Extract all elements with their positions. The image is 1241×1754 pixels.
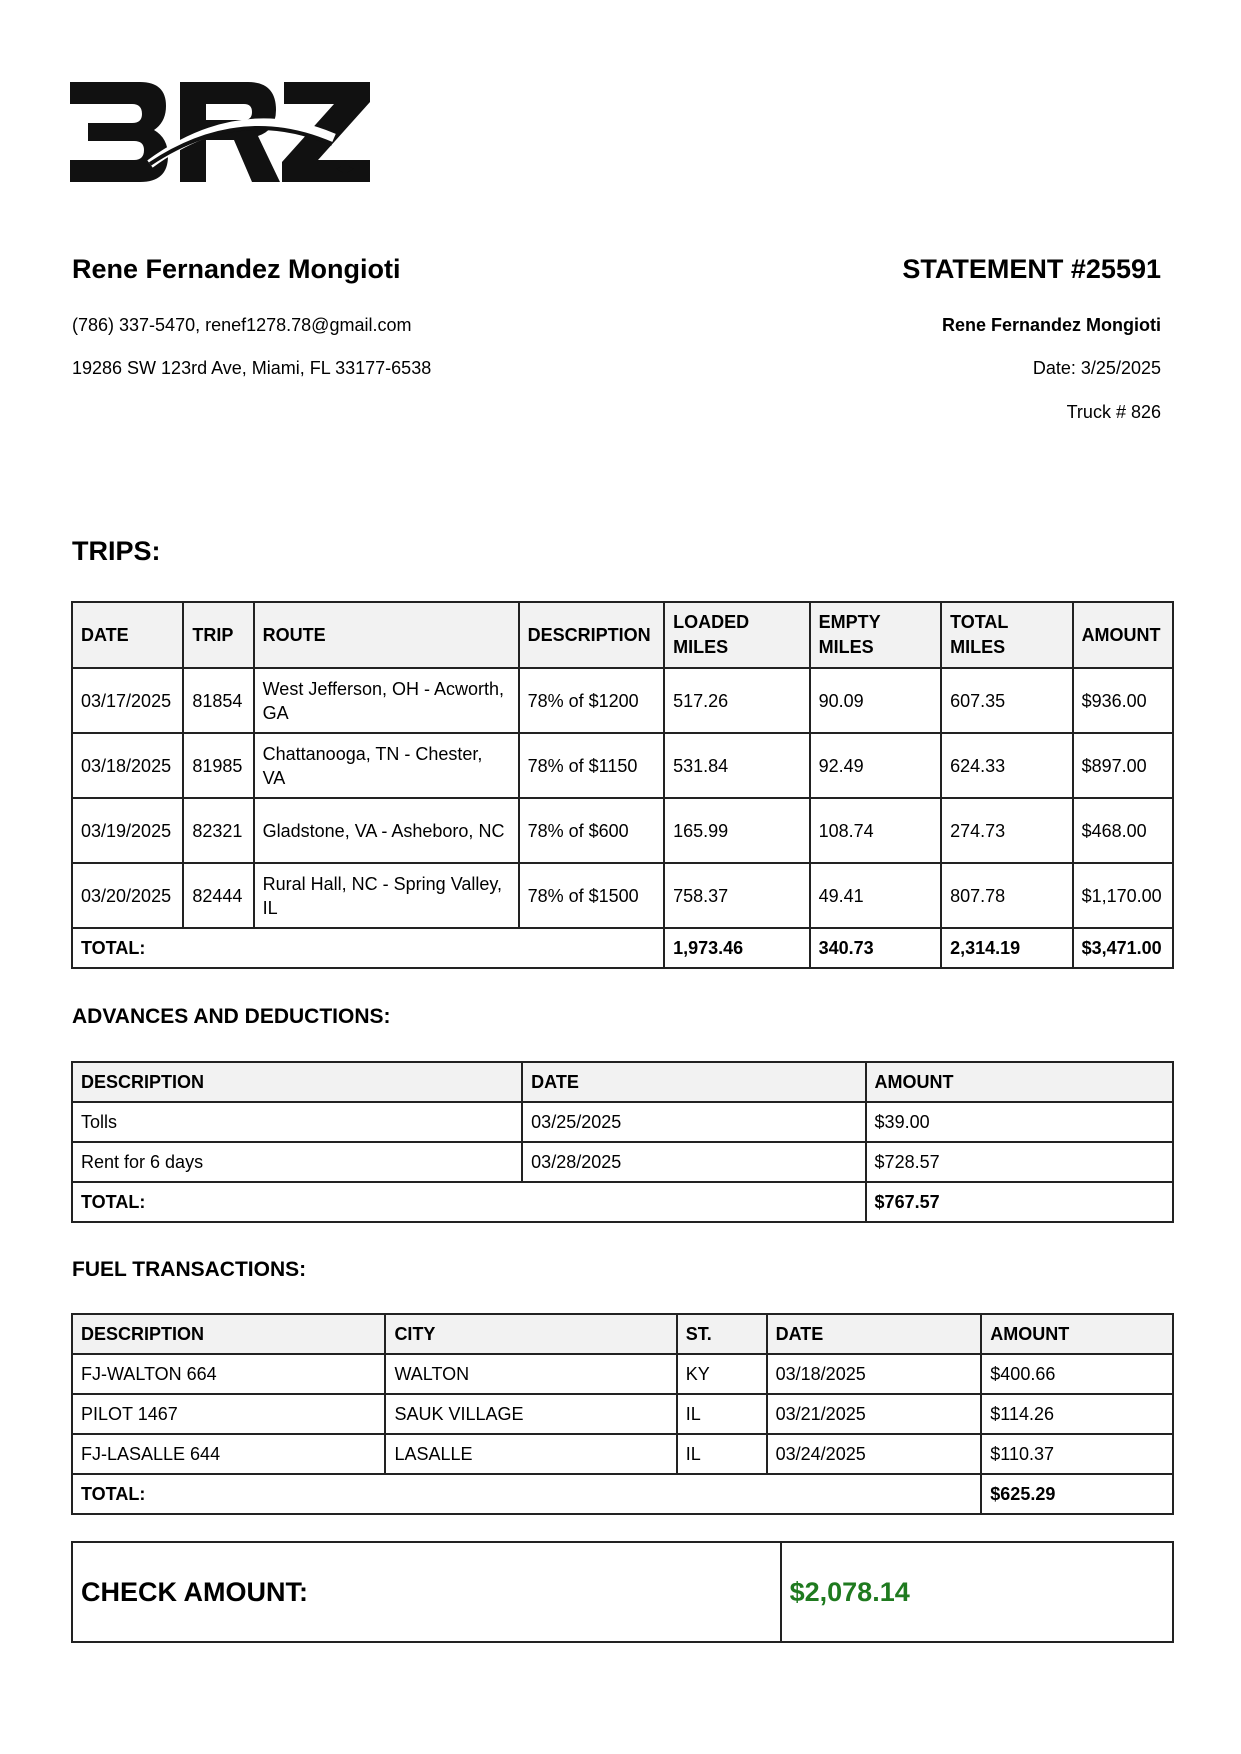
cell-amount: $468.00 [1073, 798, 1173, 863]
cell-total-miles: 274.73 [941, 798, 1072, 863]
cell-empty-miles: 108.74 [810, 798, 941, 863]
company-logo [70, 78, 380, 198]
cell-loaded-miles: 758.37 [664, 863, 810, 928]
cell-date: 03/17/2025 [72, 668, 183, 733]
cell-state: IL [677, 1394, 767, 1434]
fuel-table [71, 1313, 1174, 1515]
cell-description: Rent for 6 days [72, 1142, 522, 1182]
col-description: DESCRIPTION [519, 602, 665, 668]
fuel-header-row [72, 1314, 1173, 1354]
statement-date: Date: 3/25/2025 [1032, 358, 1161, 378]
trips-total-amount: $3,471.00 [1073, 928, 1173, 968]
trips-total-total-miles: 2,314.19 [941, 928, 1072, 968]
col-trip: TRIP [183, 602, 253, 668]
advances-total-row [72, 1182, 1173, 1222]
col-amount: AMOUNT [981, 1314, 1173, 1354]
trips-title: TRIPS: [72, 536, 161, 566]
trips-total-label: TOTAL: [72, 928, 664, 968]
trips-total-row [72, 928, 1173, 968]
check-amount-row [72, 1542, 1173, 1642]
col-empty-miles: EMPTY MILES [810, 602, 941, 668]
driver-address: 19286 SW 123rd Ave, Miami, FL 33177-6538 [72, 358, 432, 378]
cell-trip: 81854 [183, 668, 253, 733]
cell-description: PILOT 1467 [72, 1394, 385, 1434]
trips-header-row [72, 602, 1173, 668]
check-amount-table [71, 1541, 1174, 1643]
col-amount: AMOUNT [1073, 602, 1173, 668]
cell-total-miles: 624.33 [941, 733, 1072, 798]
cell-amount: $728.57 [866, 1142, 1173, 1182]
table-row [72, 668, 1173, 733]
driver-info [72, 253, 672, 378]
cell-date: 03/20/2025 [72, 863, 183, 928]
cell-date: 03/18/2025 [767, 1354, 982, 1394]
advances-header-row [72, 1062, 1173, 1102]
cell-description: 78% of $600 [519, 798, 665, 863]
col-description: DESCRIPTION [72, 1314, 385, 1354]
fuel-total-row [72, 1474, 1173, 1514]
trips-total-loaded-miles: 1,973.46 [664, 928, 810, 968]
col-state: ST. [677, 1314, 767, 1354]
cell-loaded-miles: 517.26 [664, 668, 810, 733]
cell-route: West Jefferson, OH - Acworth, GA [254, 668, 519, 733]
fuel-title: FUEL TRANSACTIONS: [72, 1258, 307, 1281]
statement-info [601, 253, 1161, 422]
col-loaded-miles: LOADED MILES [664, 602, 810, 668]
cell-amount: $400.66 [981, 1354, 1173, 1394]
cell-city: WALTON [385, 1354, 676, 1394]
cell-date: 03/25/2025 [522, 1102, 865, 1142]
fuel-total-amount: $625.29 [981, 1474, 1173, 1514]
table-row [72, 733, 1173, 798]
driver-name: Rene Fernandez Mongioti [72, 254, 401, 284]
cell-date: 03/18/2025 [72, 733, 183, 798]
cell-amount: $39.00 [866, 1102, 1173, 1142]
advances-total-label: TOTAL: [72, 1182, 866, 1222]
cell-trip: 81985 [183, 733, 253, 798]
col-date: DATE [522, 1062, 865, 1102]
cell-state: KY [677, 1354, 767, 1394]
col-route: ROUTE [254, 602, 519, 668]
cell-description: Tolls [72, 1102, 522, 1142]
trips-table [71, 601, 1174, 969]
table-row [72, 1394, 1173, 1434]
advances-table [71, 1061, 1174, 1223]
col-date: DATE [767, 1314, 982, 1354]
truck-number: Truck # 826 [1066, 402, 1161, 422]
statement-name: Rene Fernandez Mongioti [941, 315, 1161, 335]
col-amount: AMOUNT [866, 1062, 1173, 1102]
fuel-total-label: TOTAL: [72, 1474, 981, 1514]
cell-amount: $110.37 [981, 1434, 1173, 1474]
cell-date: 03/28/2025 [522, 1142, 865, 1182]
cell-route: Chattanooga, TN - Chester, VA [254, 733, 519, 798]
cell-amount: $1,170.00 [1073, 863, 1173, 928]
cell-loaded-miles: 531.84 [664, 733, 810, 798]
cell-description: 78% of $1150 [519, 733, 665, 798]
cell-empty-miles: 92.49 [810, 733, 941, 798]
driver-contact: (786) 337-5470, renef1278.78@gmail.com [72, 315, 412, 335]
cell-description: 78% of $1500 [519, 863, 665, 928]
check-amount-value: $2,078.14 [781, 1542, 1173, 1642]
col-description: DESCRIPTION [72, 1062, 522, 1102]
cell-amount: $114.26 [981, 1394, 1173, 1434]
table-row [72, 798, 1173, 863]
cell-state: IL [677, 1434, 767, 1474]
cell-date: 03/19/2025 [72, 798, 183, 863]
cell-empty-miles: 90.09 [810, 668, 941, 733]
table-row [72, 1142, 1173, 1182]
cell-city: SAUK VILLAGE [385, 1394, 676, 1434]
cell-total-miles: 807.78 [941, 863, 1072, 928]
table-row [72, 863, 1173, 928]
trips-total-empty-miles: 340.73 [810, 928, 941, 968]
advances-title: ADVANCES AND DEDUCTIONS: [72, 1005, 391, 1028]
statement-title: STATEMENT #25591 [902, 254, 1161, 284]
cell-description: FJ-WALTON 664 [72, 1354, 385, 1394]
cell-trip: 82321 [183, 798, 253, 863]
cell-trip: 82444 [183, 863, 253, 928]
cell-date: 03/21/2025 [767, 1394, 982, 1434]
col-city: CITY [385, 1314, 676, 1354]
cell-description: FJ-LASALLE 644 [72, 1434, 385, 1474]
cell-description: 78% of $1200 [519, 668, 665, 733]
cell-date: 03/24/2025 [767, 1434, 982, 1474]
cell-city: LASALLE [385, 1434, 676, 1474]
col-date: DATE [72, 602, 183, 668]
cell-total-miles: 607.35 [941, 668, 1072, 733]
advances-total-amount: $767.57 [866, 1182, 1173, 1222]
cell-route: Gladstone, VA - Asheboro, NC [254, 798, 519, 863]
cell-empty-miles: 49.41 [810, 863, 941, 928]
col-total-miles: TOTAL MILES [941, 602, 1072, 668]
check-amount-label: CHECK AMOUNT: [72, 1542, 781, 1642]
table-row [72, 1354, 1173, 1394]
cell-route: Rural Hall, NC - Spring Valley, IL [254, 863, 519, 928]
table-row [72, 1102, 1173, 1142]
cell-amount: $936.00 [1073, 668, 1173, 733]
cell-amount: $897.00 [1073, 733, 1173, 798]
cell-loaded-miles: 165.99 [664, 798, 810, 863]
table-row [72, 1434, 1173, 1474]
